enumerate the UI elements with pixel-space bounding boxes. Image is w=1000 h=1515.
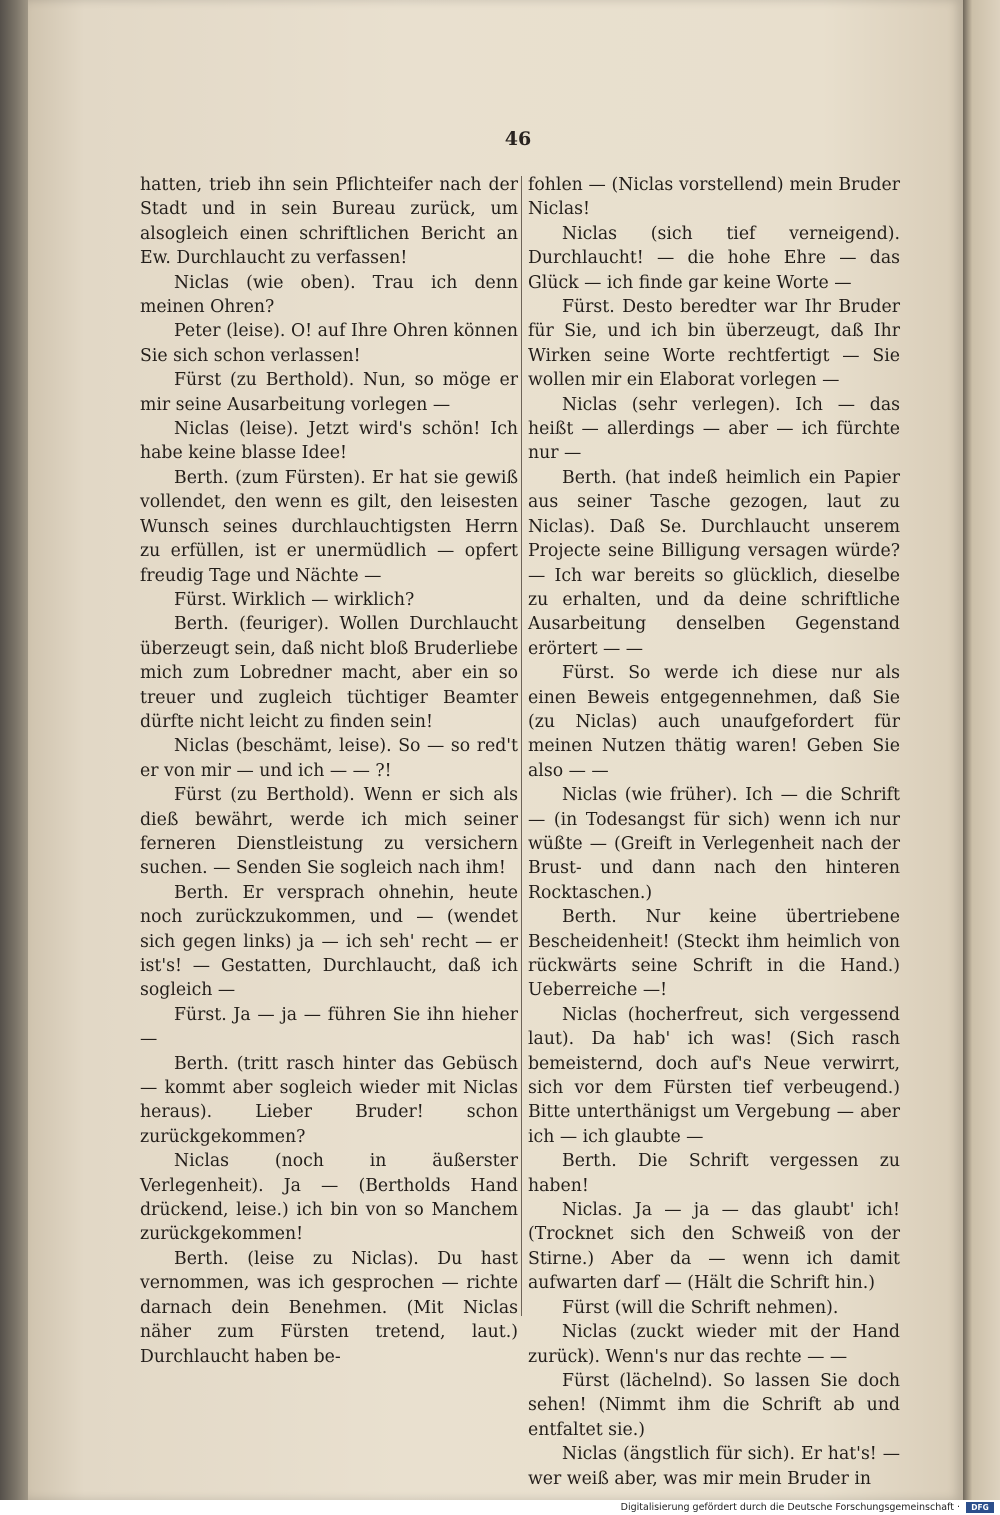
paragraph: Niclas (leise). Jetzt wird's schön! Ich habe keine blasse Idee! <box>140 419 518 464</box>
paragraph: hatten, trieb ihn sein Pflichteifer nach der Stadt und in sein Bureau zurück, um alsogleich einen schriftlichen Bericht an Ew. Durchlaucht zu verfassen! <box>140 175 518 269</box>
paragraph: Berth. Nur keine übertriebene Bescheidenheit! (Steckt ihm heimlich von rückwärts seine Schrift in die Hand.) Ueberreiche —! <box>528 907 900 1001</box>
paragraph: Niclas (zuckt wieder mit der Hand zurück). Wenn's nur das rechte — — <box>528 1322 900 1367</box>
page-number: 46 <box>504 128 532 150</box>
paragraph: fohlen — (Niclas vorstellend) mein Bruder Niclas! <box>528 175 900 220</box>
paragraph: Fürst (zu Berthold). Wenn er sich als dieß bewährt, werde ich mich seiner ferneren Dienstleistung zu versichern suchen. — Senden Sie sogleich nach ihm! <box>140 785 518 879</box>
paragraph: Fürst (lächelnd). So lassen Sie doch sehen! (Nimmt ihm die Schrift ab und entfaltet sie.) <box>528 1370 900 1440</box>
paragraph: Fürst (zu Berthold). Nun, so möge er mir seine Ausarbeitung vorlegen — <box>140 370 518 415</box>
right-text-column <box>528 173 900 1489</box>
paragraph: Berth. (hat indeß heimlich ein Papier aus seiner Tasche gezogen, laut zu Niclas). Daß Se. Durchlaucht unserem Projecte seine Billigung versagen würde? — Ich war bereits so glücklich, dieselbe zu erhalten, und da deine schriftliche Ausarbeitung denselben Gegenstand erörtert — — <box>528 467 900 659</box>
paragraph: Berth. (zum Fürsten). Er hat sie gewiß vollendet, den wenn es gilt, den leisesten Wunsch seines durchlauchtigsten Herrn zu erfüllen, ist er unermüdlich — opfert freudig Tage und Nächte — <box>140 467 518 586</box>
paragraph: Niclas (wie früher). Ich — die Schrift — (in Todesangst für sich) wenn ich nur wüßte — (Greift in Verlegenheit nach der Brust- und dann nach den hinteren Rocktaschen.) <box>528 785 900 903</box>
paragraph: Niclas (noch in äußerster Verlegenheit). Ja — (Bertholds Hand drückend, leise.) ich bin von so Manchem zurückgekommen! <box>140 1151 518 1245</box>
paragraph: Niclas (wie oben). Trau ich denn meinen Ohren? <box>140 272 518 318</box>
paragraph: Niclas (sich tief verneigend). Durchlaucht! — die hohe Ehre — das Glück — ich finde gar keine Worte — <box>528 223 900 293</box>
paragraph: Fürst. So werde ich diese nur als einen Beweis entgegennehmen, daß Sie (zu Niclas) auch unaufgefordert für meinen Nutzen thätig waren! Geben Sie also — — <box>528 663 900 781</box>
paragraph: Berth. (feuriger). Wollen Durchlaucht überzeugt sein, daß nicht bloß Bruderliebe mich zum Lobredner macht, aber ein so treuer und zugleich tüchtiger Beamter dürfte nicht leicht zu finden sein! <box>140 614 518 732</box>
dfg-logo: DFG <box>966 1502 994 1513</box>
paragraph: Berth. Er versprach ohnehin, heute noch zurückzukommen, und — (wendet sich gegen links) ja — ich seh' recht — er ist's! — Gestatten, Durchlaucht, daß ich sogleich — <box>140 882 518 1001</box>
paragraph: Peter (leise). O! auf Ihre Ohren können Sie sich schon verlassen! <box>140 321 518 366</box>
left-text-column <box>140 173 518 1367</box>
paragraph: Berth. (leise zu Niclas). Du hast vernommen, was ich gesprochen — richte darnach dein Benehmen. (Mit Niclas näher zum Fürsten tretend, laut.) Durchlaucht haben be- <box>140 1248 518 1367</box>
paragraph: Fürst. Wirklich — wirklich? <box>174 589 415 610</box>
column-divider <box>521 176 522 1316</box>
next-page-edge <box>963 0 1000 1500</box>
paragraph: Fürst (will die Schrift nehmen). <box>562 1297 839 1318</box>
paragraph: Berth. Die Schrift vergessen zu haben! <box>528 1151 900 1196</box>
paragraph: Niclas (hocherfreut, sich vergessend laut). Da hab' ich was! (Sich rasch bemeisternd, doch auf's Neue verwirrt, sich vor dem Fürsten tief verbeugend.) Bitte unterthänigst um Vergebung — aber ich — ich glaubte — <box>528 1004 900 1147</box>
paragraph: Fürst. Desto beredter war Ihr Bruder für Sie, und ich bin überzeugt, daß Ihr Wirken seine Worte rechtfertigt — Sie wollen mir ein Elaborat vorlegen — <box>528 297 900 391</box>
book-spine <box>0 0 30 1500</box>
paragraph: Niclas. Ja — ja — das glaubt' ich! (Trocknet sich den Schweiß von der Stirne.) Aber da — wenn ich damit aufwarten darf — (Hält die Schrift hin.) <box>528 1200 900 1294</box>
paragraph: Niclas (sehr verlegen). Ich — das heißt — allerdings — aber — ich fürchte nur — <box>528 394 900 464</box>
digitization-footer <box>0 1500 1000 1515</box>
footer-credit: Digitalisierung gefördert durch die Deutsche Forschungsgemeinschaft · <box>620 1502 960 1513</box>
paragraph: Berth. (tritt rasch hinter das Gebüsch — kommt aber sogleich wieder mit Niclas heraus). Lieber Bruder! schon zurückgekommen? <box>140 1053 518 1147</box>
paragraph: Fürst. Ja — ja — führen Sie ihn hieher — <box>140 1004 518 1050</box>
paragraph: Niclas (ängstlich für sich). Er hat's! — wer weiß aber, was mir mein Bruder in <box>528 1444 900 1489</box>
paragraph: Niclas (beschämt, leise). So — so red't er von mir — und ich — — ?! <box>140 736 518 781</box>
